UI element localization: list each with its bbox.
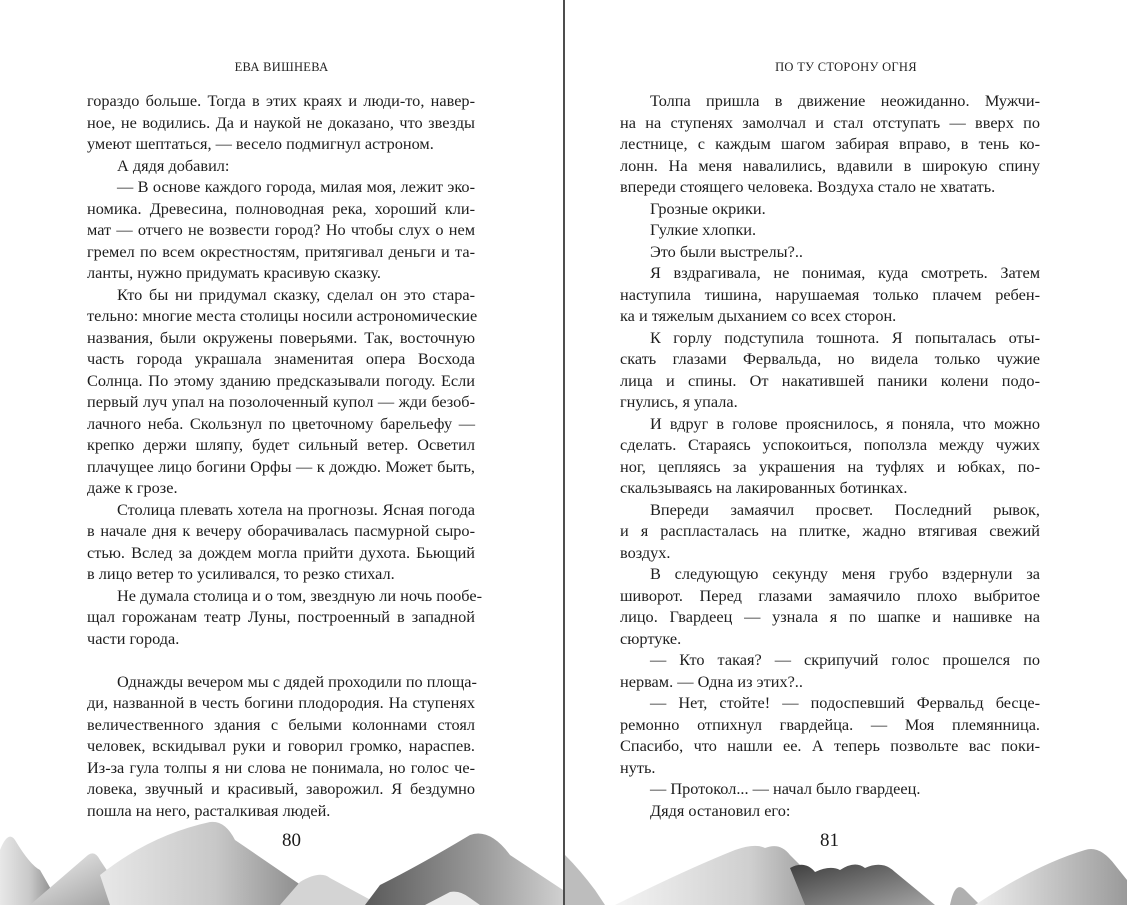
text-line: Дядя остановил его: [650,800,791,820]
text-line: Столица плевать хотела на прогнозы. Ясная погода [117,499,475,519]
text-line: стью. Вслед за дождем могла прийти духота. Бьющий [87,542,475,562]
text-line: Солнца. По этому зданию предсказывали погоду. Если [87,370,475,390]
text-line: гремел по всем окрестностям, притягивал деньги и та- [87,241,475,261]
text-line: первый луч упал на позолоченный купол — жди безоб- [87,392,475,411]
text-line: — Кто такая? — скрипучий голос прошелся по [650,650,1040,669]
text-line: наступила тишина, нарушаемая только плачем ребен- [620,284,1040,304]
text-line: воздух. [620,542,671,562]
text-line: — Нет, стойте! — подоспевший Фервальд бесце- [650,693,1040,712]
text-line: Это были выстрелы?.. [650,241,803,261]
text-line: умеют шептаться, — весело подмигнул астроном. [87,134,434,153]
text-line: ремонно отпихнул гвардейца. — Моя племянница. [620,714,1040,734]
mountain-shape [280,875,380,905]
text-line: Кто бы ни придумал сказку, сделал он это стара- [117,284,475,304]
text-line: величественного здания с белыми колоннами стоял [87,714,475,734]
text-line: А дядя добавил: [117,155,230,175]
text-line: Не думала столица и о том, звездную ли ночь пообе- [117,585,483,605]
text-line: номика. Древесина, полноводная река, хороший кли- [87,198,475,218]
text-line: В следующую секунду меня грубо вздернули за [650,564,1040,583]
right-page [565,0,1127,905]
text-line: человек, вскидывал руки и говорил громко, нараспев. [87,736,475,755]
text-line: Я вздрагивала, не понимая, куда смотреть. Затем [650,263,1040,282]
mountains-illustration-right [565,810,1127,905]
text-line: мат — отчего не возвести город? Но чтобы слух о нем [87,220,475,239]
page-body-text [87,90,483,821]
text-line: части города. [87,628,180,648]
text-line: сюртуке. [620,628,682,648]
text-line: ное, не водились. Да и наукой не доказано, что звезды [87,112,475,132]
text-line: Спасибо, что нашли ее. А теперь позвольте вас поки- [620,736,1040,755]
text-line: сделать. Стараясь успокоиться, поползла между чужих [620,435,1040,454]
text-line: впереди стоящего человека. Воздуха стало не хватать. [620,177,996,196]
running-head-title: ПО ТУ СТОРОНУ ОГНЯ [775,60,917,74]
text-line: гнулись, я упала. [620,392,738,411]
mountain-shape [565,855,605,905]
text-line: даже к грозе. [87,478,178,497]
mountain-shape [950,887,980,905]
text-line: И вдруг в голове прояснилось, я поняла, что можно [650,413,1040,433]
text-line: Грозные окрики. [650,198,766,218]
blank-line [87,649,475,671]
text-line: Из-за гула толпы я ни слова не понимала, но голос че- [87,757,475,777]
text-line: крепко держи шляпу, будет сильный ветер. Осветил [87,435,475,454]
text-line: нервам. — Одна из этих?.. [620,671,803,691]
left-page [0,0,563,905]
text-line: ди, названной в честь богини плодородия. На ступенях [87,693,475,712]
text-line: ланты, нужно придумать красивую сказку. [87,263,381,282]
text-line: гораздо больше. Тогда в этих краях и люди-то, навер- [87,91,475,110]
text-line: Гулкие хлопки. [650,220,757,239]
text-line: лачного неба. Скользнул по цветочному барельефу — [87,413,475,433]
text-line: Толпа пришла в движение неожиданно. Мужчи- [650,91,1040,110]
text-line: в лицо ветер то усиливался, то резко стихал. [87,564,395,583]
text-line: названия, были окружены поверьями. Так, восточную [87,327,475,347]
text-line: ног, цепляясь за украшения на туфлях и юбках, по- [620,456,1040,476]
text-line: лонн. На меня навалились, вдавили в широкую спину [620,155,1040,175]
text-line: пошла на него, расталкивая людей. [87,800,331,820]
text-line: Впереди замаячил просвет. Последний рывок, [650,499,1040,519]
text-line: ка и тяжелым дыханием со всех сторон. [620,306,897,325]
text-line: тельно: многие места столицы носили астрономические [87,306,478,325]
text-line: на на ступенях замолчал и стал отступать — вверх по [620,112,1040,132]
text-line: плачущее лицо богини Орфы — к дождю. Может быть, [87,456,475,476]
text-line: лестнице, с каждым шагом забирая вправо, в тень ко- [620,134,1040,153]
text-line: Однажды вечером мы с дядей проходили по площа- [117,671,477,691]
page-number: 81 [820,830,839,851]
page-number: 80 [282,830,301,851]
text-line: шиворот. Перед глазами замаячило плохо выбритое [620,585,1040,605]
mountain-shape [790,864,935,905]
text-line: ловека, звучный и красивый, заворожил. Я бездумно [87,779,475,798]
text-line: в начале дня к вечеру оборачивалась пасмурной сыро- [87,521,475,540]
text-line: — Протокол... — начал было гвардеец. [650,779,921,798]
text-line: К горлу подступила тошнота. Я попыталась оты- [650,327,1040,347]
text-line: лица и спины. От накатившей паники колени подо- [620,370,1040,390]
text-line: нуть. [620,757,656,777]
page-body-text [620,90,1040,821]
text-line: лицо. Гвардеец — узнала я по шапке и нашивке на [620,607,1040,626]
text-line: скать глазами Фервальда, но видела только чужие [620,349,1040,368]
mountains-illustration-left [0,810,563,905]
mountain-shape [975,849,1127,905]
running-head-author: ЕВА ВИШНЕВА [234,60,329,74]
text-line: щал горожанам театр Луны, построенный в западной [87,607,475,626]
text-line: — В основе каждого города, милая моя, лежит эко- [117,177,475,196]
text-line: и я распласталась на плитке, жадно втягивая свежий [620,521,1040,540]
text-line: скальзываясь на лакированных ботинках. [620,478,908,497]
text-line: часть города украшала знаменитая опера Восхода [87,349,475,368]
